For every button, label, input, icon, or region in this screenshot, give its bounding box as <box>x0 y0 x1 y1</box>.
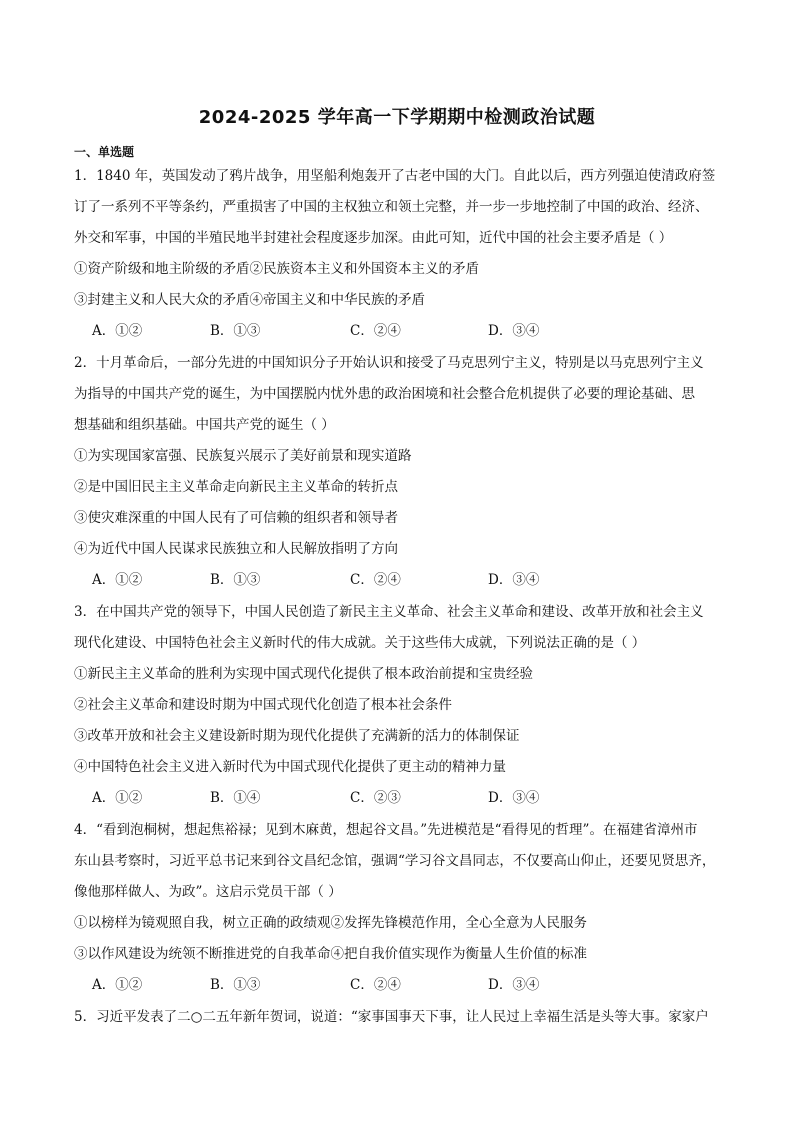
question-item: ③改革开放和社会主义建设新时期为现代化提供了充满新的活力的体制保证 <box>74 728 520 744</box>
question-stem-line: 外交和军事，中国的半殖民地半封建社会程度逐步加深。由此可知，近代中国的社会主要矛盾是（ ） <box>74 230 673 246</box>
question-stem-line: 2．十月革命后，一部分先进的中国知识分子开始认识和接受了马克思列宁主义，特别是以马克思列宁主义 <box>74 355 704 371</box>
question-stem-line: 4．“看到泡桐树，想起焦裕禄；见到木麻黄，想起谷文昌。”先进模范是“看得见的哲理”。在福建省漳州市 <box>74 822 698 838</box>
option-a[interactable]: A．①② <box>92 572 143 588</box>
option-c[interactable]: C．②④ <box>350 977 401 993</box>
option-b[interactable]: B．①③ <box>210 977 261 993</box>
option-c[interactable]: C．②④ <box>350 572 401 588</box>
option-c[interactable]: C．②③ <box>350 790 401 806</box>
option-a[interactable]: A．①② <box>92 977 143 993</box>
question-stem-line: 为指导的中国共产党的诞生，为中国摆脱内忧外患的政治困境和社会整合危机提供了必要的理论基础、思 <box>74 386 695 402</box>
option-a[interactable]: A．①② <box>92 323 143 339</box>
question-stem-line: 3．在中国共产党的领导下，中国人民创造了新民主主义革命、社会主义革命和建设、改革开放和社会主义 <box>74 604 704 620</box>
question-item: ①为实现国家富强、民族复兴展示了美好前景和现实道路 <box>74 448 412 464</box>
question-stem-line: 像他那样做人、为政”。这启示党员干部（ ） <box>74 884 342 900</box>
question-item: ③以作风建设为统领不断推进党的自我革命④把自我价值实现作为衡量人生价值的标准 <box>74 946 587 962</box>
option-b[interactable]: B．①④ <box>210 790 261 806</box>
question-stem-line: 订了一系列不平等条约，严重损害了中国的主权独立和领土完整，并一步一步地控制了中国的政治、经济、 <box>74 199 709 215</box>
question-stem-line: 想基础和组织基础。中国共产党的诞生（ ） <box>74 417 335 433</box>
option-d[interactable]: D．③④ <box>488 323 540 339</box>
option-c[interactable]: C．②④ <box>350 323 401 339</box>
section-heading: 一、单选题 <box>74 145 135 159</box>
option-a[interactable]: A．①② <box>92 790 143 806</box>
question-item: ②是中国旧民主主义革命走向新民主主义革命的转折点 <box>74 479 398 495</box>
page-title: 2024-2025 学年高一下学期期中检测政治试题 <box>198 107 596 128</box>
question-item: ①以榜样为镜观照自我，树立正确的政绩观②发挥先锋模范作用，全心全意为人民服务 <box>74 915 587 931</box>
question-item: ②社会主义革命和建设时期为中国式现代化创造了根本社会条件 <box>74 697 452 713</box>
option-d[interactable]: D．③④ <box>488 790 540 806</box>
option-d[interactable]: D．③④ <box>488 572 540 588</box>
question-item: ①新民主主义革命的胜利为实现中国式现代化提供了根本政治前提和宝贵经验 <box>74 666 533 682</box>
question-stem-line: 现代化建设、中国特色社会主义新时代的伟大成就。关于这些伟大成就，下列说法正确的是（ ） <box>74 635 646 651</box>
question-item: ①资产阶级和地主阶级的矛盾②民族资本主义和外国资本主义的矛盾 <box>74 261 479 277</box>
question-item: ④为近代中国人民谋求民族独立和人民解放指明了方向 <box>74 541 398 557</box>
question-stem-line: 东山县考察时，习近平总书记来到谷文昌纪念馆，强调“学习谷文昌同志，不仅要高山仰止，还要见贤思齐， <box>74 853 716 869</box>
question-item: ③使灾难深重的中国人民有了可信赖的组织者和领导者 <box>74 510 398 526</box>
option-b[interactable]: B．①③ <box>210 572 261 588</box>
option-b[interactable]: B．①③ <box>210 323 261 339</box>
question-stem-line: 1．1840 年，英国发动了鸦片战争，用坚船利炮轰开了古老中国的大门。自此以后，西方列强迫使清政府签 <box>74 168 716 184</box>
question-item: ③封建主义和人民大众的矛盾④帝国主义和中华民族的矛盾 <box>74 292 425 308</box>
option-d[interactable]: D．③④ <box>488 977 540 993</box>
question-item: ④中国特色社会主义进入新时代为中国式现代化提供了更主动的精神力量 <box>74 759 506 775</box>
question-stem-line: 5．习近平发表了二○二五年新年贺词，说道：“家事国事天下事，让人民过上幸福生活是头等大事。家家户 <box>74 1009 709 1025</box>
